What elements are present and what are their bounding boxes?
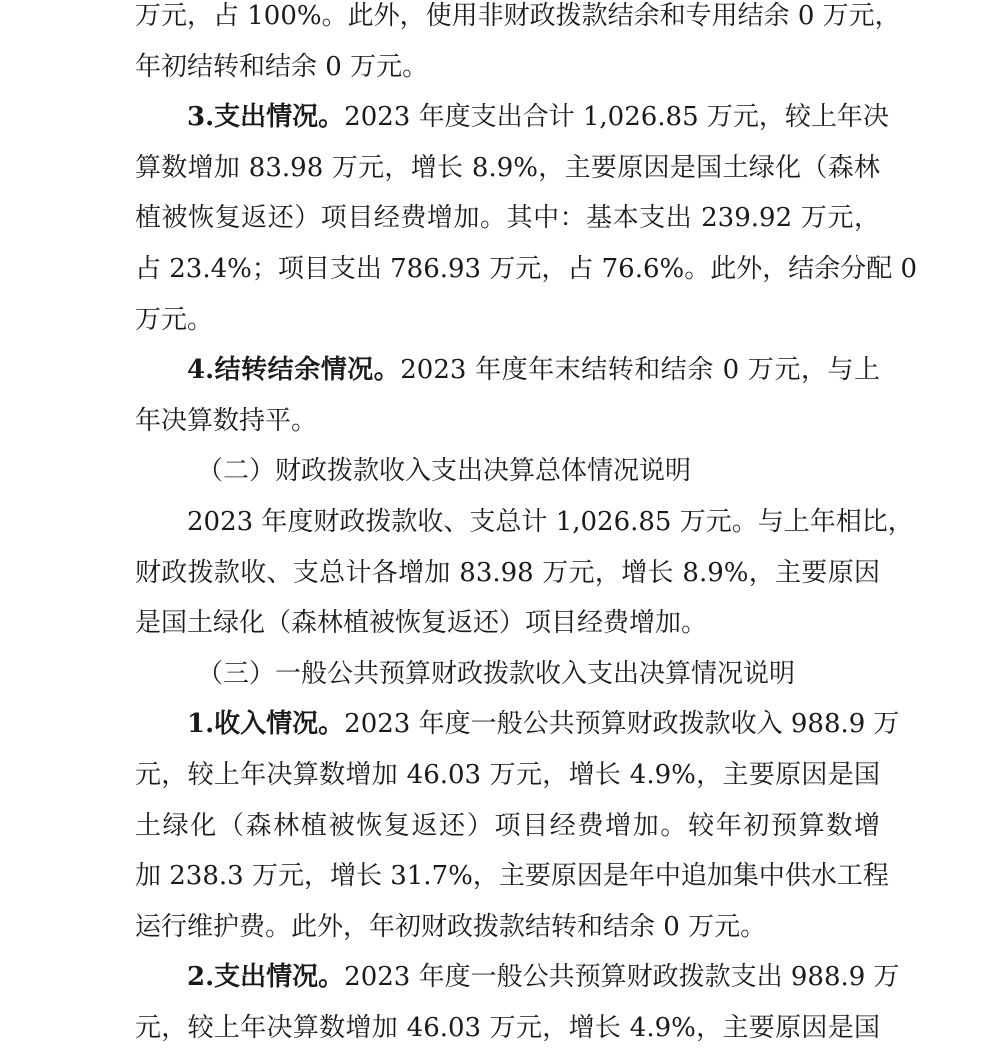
text-line: 加 238.3 万元，增长 31.7%，主要原因是年中追加集中供水工程 (135, 861, 889, 892)
paragraph-line: 4.结转结余情况。2023 年度年末结转和结余 0 万元，与上 (187, 355, 880, 386)
subsection-title: （二）财政拨款收入支出决算总体情况说明 (197, 456, 692, 487)
text-line: 是国土绿化（森林植被恢复返还）项目经费增加。 (135, 608, 708, 639)
text-line: 万元，占 100%。此外，使用非财政拨款结余和专用结余 0 万元， (135, 1, 901, 31)
paragraph-line: 2.支出情况。2023 年度一般公共预算财政拨款支出 988.9 万 (187, 962, 900, 993)
text-line: 财政拨款收、支总计各增加 83.98 万元，增长 8.9%，主要原因 (135, 557, 880, 588)
text-line: 植被恢复返还）项目经费增加。其中：基本支出 239.92 万元， (135, 203, 880, 234)
section-heading: 1.收入情况。 (187, 709, 345, 740)
paragraph-line: 2023 年度财政拨款收、支总计 1,026.85 万元。与上年相比， (187, 506, 914, 537)
document-page (135, 0, 918, 1053)
paragraph-line: 1.收入情况。2023 年度一般公共预算财政拨款收入 988.9 万 (187, 709, 900, 740)
text-line: 土绿化（森林植被恢复返还）项目经费增加。较年初预算数增 (135, 810, 880, 841)
text-line: 万元。 (135, 304, 214, 335)
subsection-title: （三）一般公共预算财政拨款收入支出决算情况说明 (197, 658, 796, 689)
text-line: 年初结转和结余 0 万元。 (135, 51, 429, 82)
paragraph-line: 3.支出情况。2023 年度支出合计 1,026.85 万元，较上年决 (187, 102, 889, 133)
section-heading: 3.支出情况。 (187, 102, 345, 133)
text-line: 年决算数持平。 (135, 405, 318, 436)
text-line: 元，较上年决算数增加 46.03 万元，增长 4.9%，主要原因是国 (135, 1012, 880, 1043)
text-line: 占 23.4%；项目支出 786.93 万元，占 76.6%。此外，结余分配 0 (135, 253, 918, 284)
text-line: 元，较上年决算数增加 46.03 万元，增长 4.9%，主要原因是国 (135, 759, 880, 790)
section-heading: 2.支出情况。 (187, 962, 345, 993)
text-line: 算数增加 83.98 万元，增长 8.9%，主要原因是国土绿化（森林 (135, 152, 880, 183)
section-heading: 4.结转结余情况。 (187, 355, 401, 386)
text-line: 运行维护费。此外，年初财政拨款结转和结余 0 万元。 (135, 911, 767, 942)
